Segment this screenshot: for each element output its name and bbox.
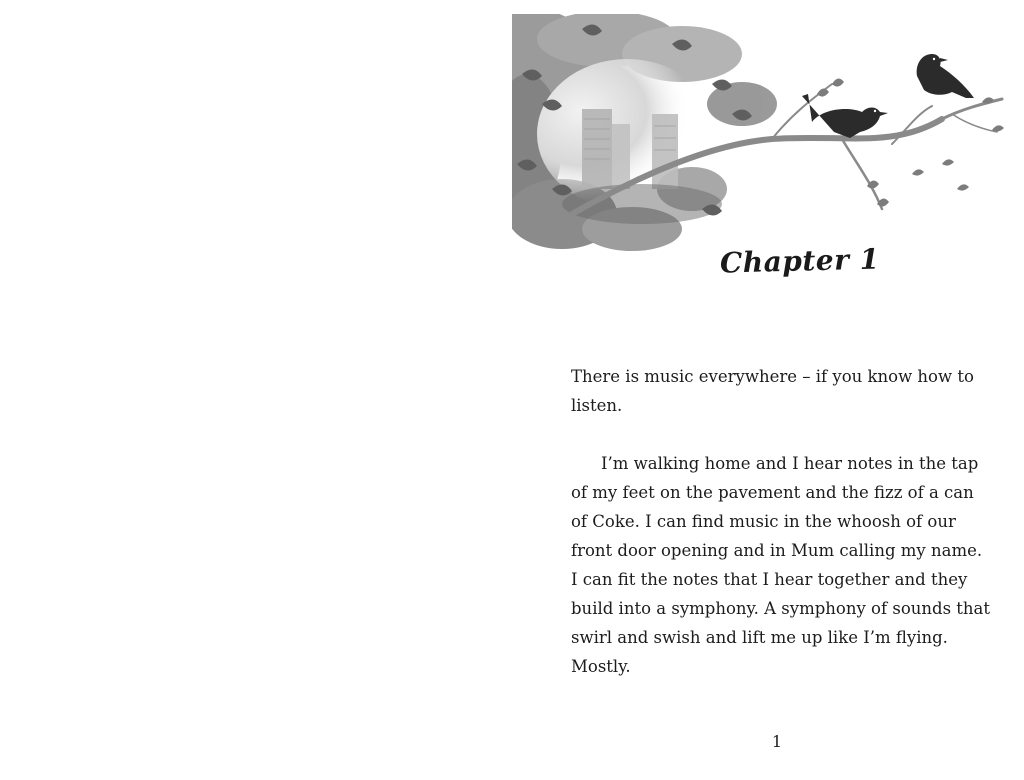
paragraph: I’m walking home and I hear notes in the tap of my feet on the pavement and the fizz of a can of Coke. I can find music in the whoosh of our front door opening and in Mum calling my name. I can fit the notes that I hear together and they build into a symphony. A symphony of sounds that swirl and swish and lift me up like I’m flying. Mostly. (571, 454, 991, 676)
page-number: 1 (771, 732, 783, 751)
chapter-body (571, 362, 991, 681)
paragraph: There is music everywhere – if you know how to listen. (571, 367, 974, 415)
blackbird-icon (917, 54, 974, 98)
blackbird-icon (802, 94, 888, 138)
right-page (512, 0, 1024, 780)
chapter-title: Chapter 1 (719, 242, 881, 280)
tree-branch-illustration (512, 14, 1012, 264)
